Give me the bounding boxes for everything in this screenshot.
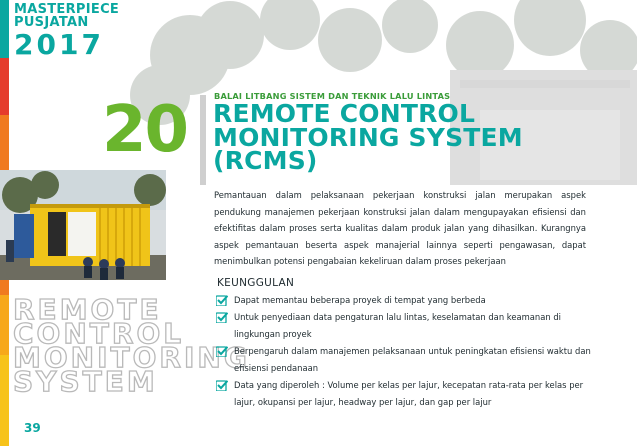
logo-line-2: PUSJATAN xyxy=(14,15,89,30)
page-number: 39 xyxy=(24,421,41,435)
keunggulan-heading: KEUNGGULAN xyxy=(217,277,295,289)
list-item-text: Untuk penyediaan data pengaturan lalu lintas, keselamatan dan keamanan di lingkungan proyek xyxy=(234,312,561,339)
masterpiece-logo xyxy=(14,3,119,59)
check-icon xyxy=(216,346,228,357)
description-paragraph: Pemantauan dalam pelaksanaan pekerjaan konstruksi jalan merupakan aspek pendukung manajemen pekerjaan konstruksi jalan dalam mengupayakan efisiensi dan efektifitas dalam proses serta kualitas dalam produk jalan yang dihasilkan. Kurangnya aspek pemantauan beserta aspek manajerial lainnya seperti pengawasan, dapat menimbulkan potensi pengabaian kekeliruan dalam proses pekerjaan xyxy=(214,190,586,267)
title-line-2: MONITORING SYSTEM xyxy=(213,122,523,152)
logo-year: 2017 xyxy=(14,28,104,61)
big-word-system: SYSTEM xyxy=(13,365,158,398)
list-item-text: Data yang diperoleh : Volume per kelas per lajur, kecepatan rata-rata per kelas per lajur, okupansi per lajur, headway per lajur, dan gap per lajur xyxy=(234,380,584,407)
logo-line-1: MASTERPIECE xyxy=(14,2,120,17)
check-icon xyxy=(216,312,228,323)
big-word-monitoring: MONITORING xyxy=(13,341,250,374)
rcms-container-photo xyxy=(0,170,166,280)
big-word-control: CONTROL xyxy=(13,317,185,350)
check-icon xyxy=(216,380,228,391)
page-title xyxy=(213,99,523,175)
check-icon xyxy=(216,295,228,306)
institution-subtitle: BALAI LITBANG SISTEM DAN TEKNIK LALU LINTAS xyxy=(214,91,451,101)
color-stripe-2 xyxy=(0,58,9,115)
color-stripe-3 xyxy=(0,115,9,175)
list-item-text: Berpengaruh dalam manajemen pelaksanaan untuk peningkatan efisiensi waktu dan efisiensi pendanaan xyxy=(234,346,591,373)
title-line-3: (RCMS) xyxy=(213,146,318,175)
item-number: 20 xyxy=(102,93,188,167)
list-item xyxy=(216,343,596,377)
color-stripe-1 xyxy=(0,0,9,58)
keunggulan-list xyxy=(216,292,596,411)
color-stripe-7 xyxy=(0,355,9,446)
big-word-remote: REMOTE xyxy=(13,293,162,326)
color-stripe-6 xyxy=(0,295,9,355)
list-item xyxy=(216,377,596,411)
list-item xyxy=(216,309,596,343)
title-line-1: REMOTE CONTROL xyxy=(213,99,476,128)
list-item-text: Dapat memantau beberapa proyek di tempat yang berbeda xyxy=(234,295,486,305)
list-item xyxy=(216,292,596,309)
